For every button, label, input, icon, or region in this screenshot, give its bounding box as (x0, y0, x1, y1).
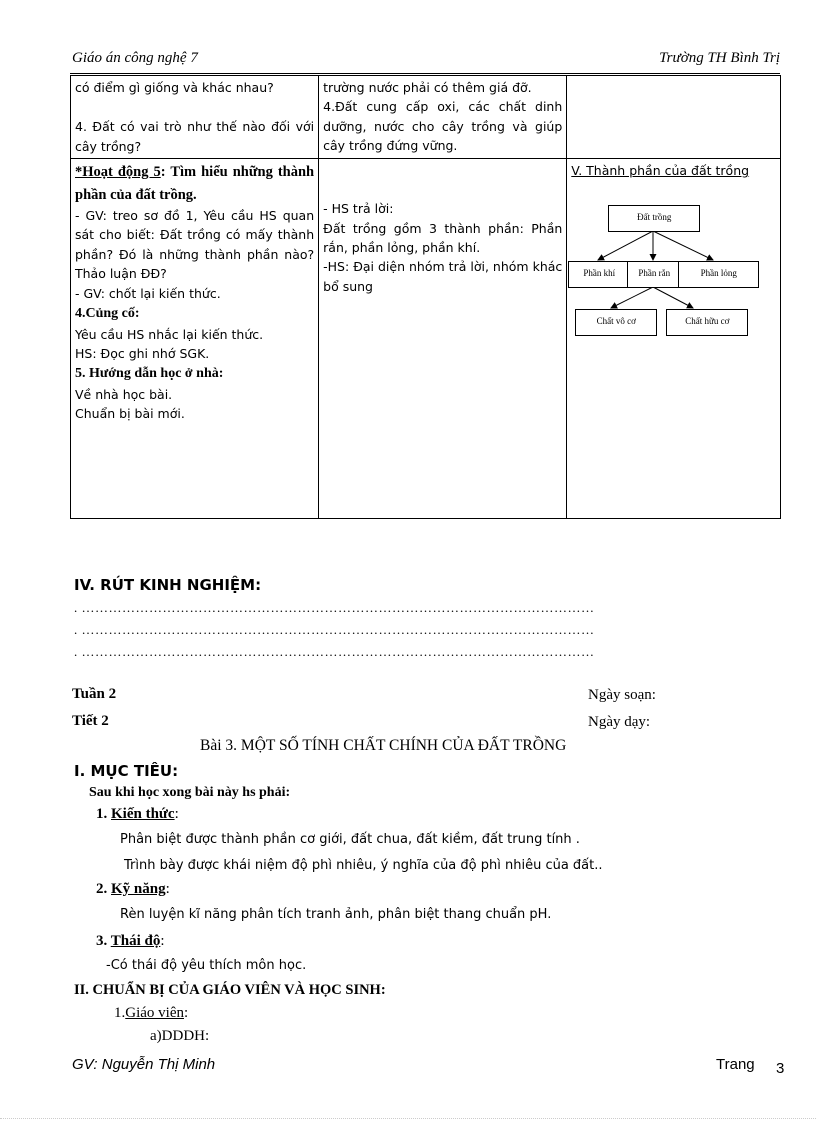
header-rule (70, 73, 780, 74)
content-cell (567, 76, 781, 159)
dddh: a)DDDH: (150, 1028, 210, 1044)
ngay-soan: Ngày soạn: (588, 687, 656, 703)
gv-conclusion: - GV: chốt lại kiến thức. (75, 285, 221, 301)
footer-teacher: GV: Nguyễn Thị Minh (72, 1056, 216, 1073)
giao-vien-num: 1. (114, 1005, 126, 1021)
kien-thuc-label: Kiến thức (111, 806, 175, 822)
footer-page-label: Trang (716, 1056, 755, 1073)
student-activity-cell (319, 159, 567, 519)
giao-vien-label: Giáo viên (125, 1005, 184, 1021)
answer-4: 4.Đất cung cấp oxi, các chất dinh dưỡng, nước cho cây trồng và giúp cây trồng đứng vững. (323, 99, 563, 154)
thai-do-heading: 3. Thái độ: (96, 933, 165, 949)
huong-dan-line: Về nhà học bài. (75, 387, 173, 403)
teacher-activity-cell (71, 159, 319, 519)
kien-thuc-1: Phân biệt được thành phần cơ giới, đất chua, đất kiềm, đất trung tính . (120, 832, 580, 847)
question-4: 4. Đất có vai trò như thế nào đối với cây trồng? (75, 119, 315, 154)
thai-do-1: -Có thái độ yêu thích môn học. (106, 958, 307, 973)
thai-do-label: Thái độ (110, 933, 161, 949)
cung-co-title: 4.Củng cố: (75, 305, 140, 321)
rut-kinh-nghiem-title: IV. RÚT KINH NGHIỆM: (74, 576, 262, 594)
lesson-name: . MỘT SỐ TÍNH CHẤT CHÍNH CỦA ĐẤT TRỒNG (233, 737, 567, 754)
gv-instruction: - GV: treo sơ đồ 1, Yêu cầu HS quan sát cho biết: Đất trồng có mấy thành phần? Đó là những thành phần nào? Thảo luận ĐĐ? (75, 208, 315, 282)
content-cell (567, 159, 781, 519)
ky-nang-1: Rèn luyện kĩ năng phân tích tranh ảnh, phân biệt thang chuẩn pH. (120, 907, 552, 922)
blank-line: . …………………………………………………………………………………………………… (74, 600, 595, 615)
kien-thuc-heading: 1. Kiến thức: (96, 806, 179, 822)
hs-answer: Đất trồng gồm 3 thành phần: Phần rắn, phần lỏng, phần khí. (323, 220, 563, 255)
kien-thuc-2: Trình bày được khái niệm độ phì nhiêu, ý nghĩa của độ phì nhiêu của đất.. (124, 858, 603, 873)
lesson-title (200, 737, 566, 755)
page-edge (0, 1118, 816, 1119)
ky-nang-heading: 2. Kỹ năng: (96, 881, 170, 897)
sau-khi-hoc: Sau khi học xong bài này hs phải: (89, 785, 291, 800)
blank-line: . …………………………………………………………………………………………………… (74, 622, 595, 637)
cung-co-line: Yêu cầu HS nhắc lại kiến thức. (75, 326, 264, 342)
arrow-to-phan-long (653, 231, 713, 260)
giao-vien-heading: 1.Giáo viên: (114, 1005, 189, 1021)
diagram-box-phan-ran: Phần rắn (627, 261, 681, 288)
footer-page-number: 3 (776, 1060, 785, 1077)
answer-3-end: trường nước phải có thêm giá đỡ. (323, 80, 532, 95)
header-right: Trường TH Bình Trị (659, 50, 780, 66)
blank-line: . …………………………………………………………………………………………………… (74, 644, 595, 659)
tiet: Tiết 2 (72, 713, 109, 729)
diagram-box-phan-khi: Phần khí (568, 261, 630, 288)
diagram-box-phan-long: Phần lỏng (678, 261, 759, 288)
arrow-to-phan-khi (598, 231, 653, 260)
cung-co-line: HS: Đọc ghi nhớ SGK. (75, 346, 210, 361)
huong-dan-line: Chuẩn bị bài mới. (75, 406, 185, 422)
diagram-root-box: Đất trồng (608, 205, 700, 232)
thai-do-num: 3. (96, 933, 111, 949)
hs-answer-intro: - HS trả lời: (323, 201, 394, 217)
activity-5-title: : Tìm hiểu những thành phần của đất trồng. (75, 164, 315, 203)
ky-nang-num: 2. (96, 881, 111, 897)
lesson-number: Bài 3 (200, 737, 234, 754)
teacher-activity-cell (71, 76, 319, 159)
question-3-end: có điểm gì giống và khác nhau? (75, 80, 274, 95)
student-activity-cell (319, 76, 567, 159)
chuan-bi-title: II. CHUẨN BỊ CỦA GIÁO VIÊN VÀ HỌC SINH: (74, 982, 386, 998)
diagram-box-chat-huu-co: Chất hữu cơ (666, 309, 748, 336)
table-row (71, 159, 781, 519)
tuan: Tuần 2 (72, 686, 117, 702)
section-v-title: V. Thành phần của đất trồng (571, 163, 750, 179)
ngay-day: Ngày dạy: (588, 714, 651, 730)
activity-5-label: *Hoạt động 5 (75, 164, 161, 181)
soil-diagram (571, 201, 776, 351)
hs-group-answer: -HS: Đại diện nhóm trả lời, nhóm khác bổ sung (323, 259, 563, 294)
diagram-box-chat-vo-co: Chất vô cơ (575, 309, 657, 336)
header-left: Giáo án công nghệ 7 (72, 50, 198, 66)
arrow-to-chat-vo-co (611, 287, 653, 308)
muc-tieu-title: I. MỤC TIÊU: (74, 762, 179, 780)
table-row (71, 76, 781, 159)
huong-dan-title: 5. Hướng dẫn học ở nhà: (75, 366, 224, 382)
lesson-table (70, 75, 781, 519)
ky-nang-label: Kỹ năng (111, 881, 166, 897)
kien-thuc-num: 1. (96, 806, 111, 822)
arrow-to-chat-huu-co (653, 287, 693, 308)
activity-5-heading (75, 161, 314, 206)
